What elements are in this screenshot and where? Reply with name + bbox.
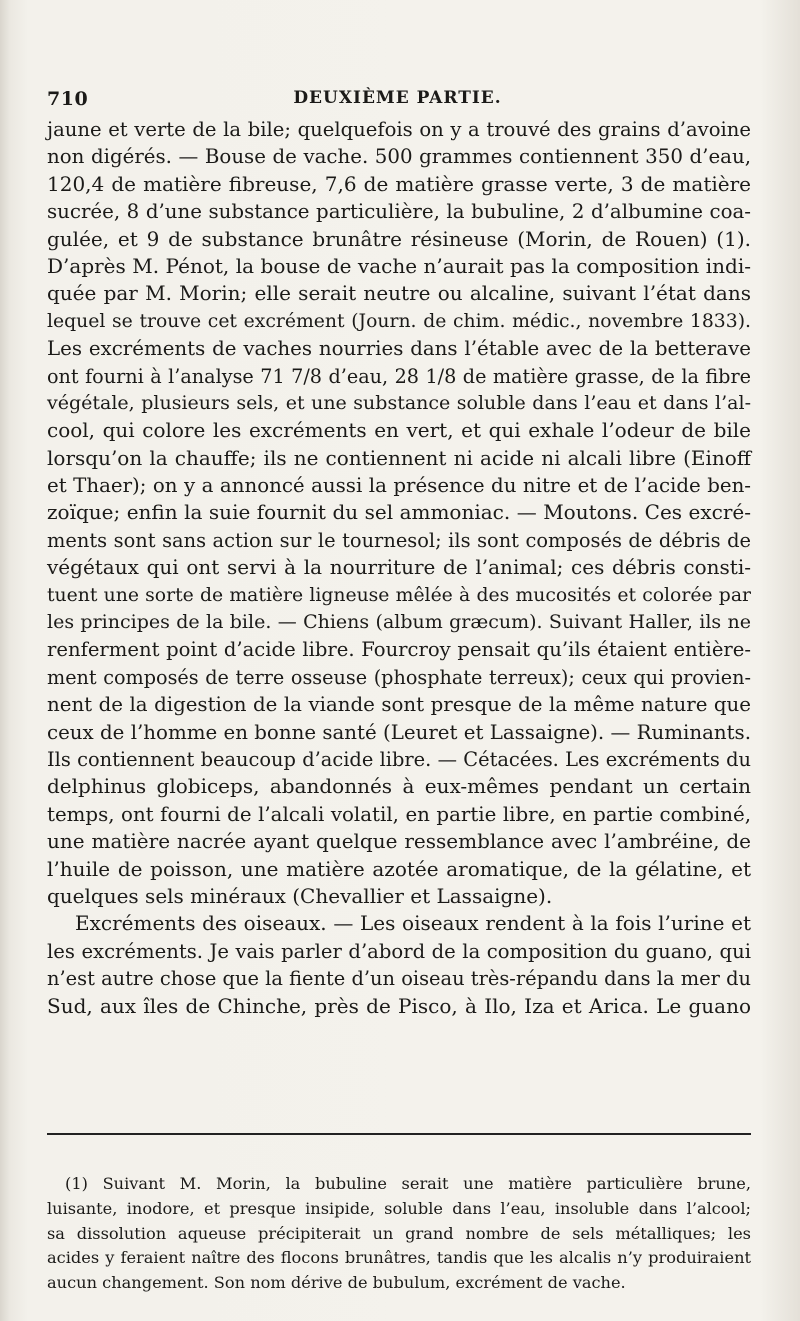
text-line: ont fourni à l’analyse 71 7/8 d’eau, 28 1/8 de matière grasse, de la fibre xyxy=(47,364,751,388)
text-line: cool, qui colore les excréments en vert, et qui exhale l’odeur de bile xyxy=(47,418,751,443)
text-line: 120,4 de matière fibreuse, 7,6 de matière grasse verte, 3 de matière xyxy=(47,171,751,196)
footnote-line: aucun changement. Son nom dérive de bubulum, excrément de vache. xyxy=(47,1273,626,1293)
text-line: non digérés. — Bouse de vache. 500 grammes contiennent 350 d’eau, xyxy=(47,145,751,169)
text-line: lorsqu’on la chauffe; ils ne contiennent ni acide ni alcali libre (Einoff xyxy=(47,445,751,470)
text-line: ment composés de terre osseuse (phosphate terreux); ceux qui provien- xyxy=(47,665,751,689)
running-title: DEUXIÈME PARTIE. xyxy=(293,88,502,108)
footnote-rule xyxy=(47,1133,751,1135)
text-line: zoïque; enfin la suie fournit du sel ammoniac. — Moutons. Ces excré- xyxy=(47,500,751,525)
text-line: Ils contiennent beaucoup d’acide libre. — Cétacées. Les excréments du xyxy=(47,747,751,771)
text-line: les principes de la bile. — Chiens (album græcum). Suivant Haller, ils ne xyxy=(47,611,751,634)
text-line: végétaux qui ont servi à la nourriture de l’animal; ces débris consti- xyxy=(47,555,751,580)
text-line: végétale, plusieurs sels, et une substance soluble dans l’eau et dans l’al- xyxy=(47,391,751,414)
text-line: Les excréments de vaches nourries dans l’étable avec de la betterave xyxy=(47,337,751,361)
footnote-line: acides y feraient naître des flocons brunâtres, tandis que les alcalis n’y produiraient xyxy=(47,1248,751,1268)
text-line: sucrée, 8 d’une substance particulière, la bubuline, 2 d’albumine coa- xyxy=(47,200,751,224)
text-line: temps, ont fourni de l’alcali volatil, en partie libre, en partie combiné, xyxy=(47,802,751,826)
text-line: tuent une sorte de matière ligneuse mêlée à des mucosités et colorée par xyxy=(47,584,751,606)
text-line: n’est autre chose que la fiente d’un oiseau très-répandu dans la mer du xyxy=(47,967,751,991)
text-line: nent de la digestion de la viande sont presque de la même nature que xyxy=(47,693,751,717)
text-line: ceux de l’homme en bonne santé (Leuret et Lassaigne). — Ruminants. xyxy=(47,720,751,744)
text-line: jaune et verte de la bile; quelquefois on y a trouvé des grains d’avoine xyxy=(47,118,751,141)
text-line: ments sont sans action sur le tournesol; ils sont composés de débris de xyxy=(47,528,751,552)
page-number: 710 xyxy=(47,88,89,110)
text-line: Excréments des oiseaux. — Les oiseaux rendent à la fois l’urine et xyxy=(75,911,751,936)
text-line: et Thaer); on y a annoncé aussi la présence du nitre et de l’acide ben- xyxy=(47,474,751,498)
text-line: quée par M. Morin; elle serait neutre ou alcaline, suivant l’état dans xyxy=(47,281,751,306)
main-text xyxy=(47,116,751,1020)
text-line: delphinus globiceps, abandonnés à eux-mêmes pendant un certain xyxy=(47,774,751,799)
text-line: gulée, et 9 de substance brunâtre résineuse (Morin, de Rouen) (1). xyxy=(47,226,751,251)
text-line: D’après M. Pénot, la bouse de vache n’aurait pas la composition indi- xyxy=(47,253,751,278)
text-line: renferment point d’acide libre. Fourcroy pensait qu’ils étaient entière- xyxy=(47,638,751,662)
footnote xyxy=(47,1172,751,1296)
text-line: Sud, aux îles de Chinche, près de Pisco, à Ilo, Iza et Arica. Le guano xyxy=(47,993,751,1018)
page-header xyxy=(47,88,748,118)
text-line: l’huile de poisson, une matière azotée aromatique, de la gélatine, et xyxy=(47,856,751,881)
footnote-line: luisante, inodore, et presque insipide, soluble dans l’eau, insoluble dans l’alcool; xyxy=(47,1198,751,1218)
footnote-line: sa dissolution aqueuse précipiterait un grand nombre de sels métalliques; les xyxy=(47,1223,751,1243)
footnote-line: (1) Suivant M. Morin, la bubuline serait une matière particulière brune, xyxy=(65,1174,751,1193)
text-line: lequel se trouve cet excrément (Journ. de chim. médic., novembre 1833). xyxy=(47,310,751,332)
text-line: une matière nacrée ayant quelque ressemblance avec l’ambréine, de xyxy=(47,829,751,854)
text-line: les excréments. Je vais parler d’abord de la composition du guano, qui xyxy=(47,939,751,963)
text-line: quelques sels minéraux (Chevallier et Lassaigne). xyxy=(47,883,553,908)
